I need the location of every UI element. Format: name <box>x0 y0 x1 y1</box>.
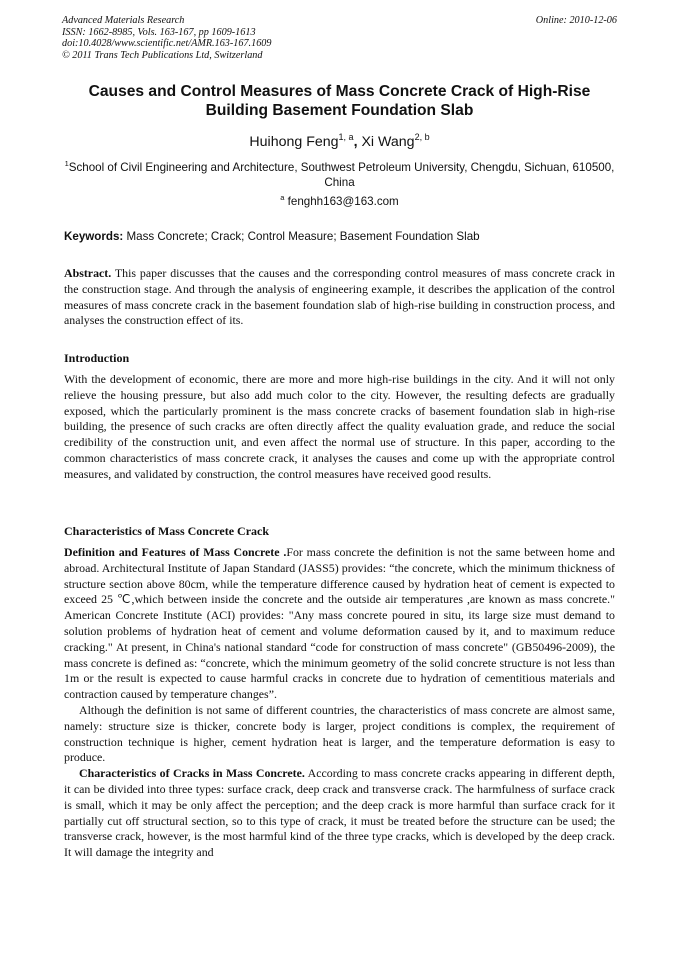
author-1-name: Huihong Feng <box>249 134 339 150</box>
author-list <box>62 132 617 150</box>
keywords-label: Keywords: <box>64 230 124 243</box>
affiliation-text: School of Civil Engineering and Architecture, Southwest Petroleum University, Chengdu, Sichuan, 610500, China <box>68 161 615 189</box>
email-address: fenghh163@163.com <box>284 195 399 208</box>
affiliation <box>62 157 617 190</box>
journal-header <box>62 15 617 61</box>
introduction-section <box>64 372 615 483</box>
author-2-name: Xi Wang <box>357 134 415 150</box>
affiliation-mark: 1 <box>64 159 69 168</box>
introduction-heading: Introduction <box>64 351 130 365</box>
crack-characteristics-subheading: Characteristics of Cracks in Mass Concrete. <box>79 766 305 781</box>
author-separator: , <box>353 134 358 150</box>
copyright-line: © 2011 Trans Tech Publications Ltd, Switzerland <box>62 49 263 61</box>
introduction-paragraph: With the development of economic, there are more and more high-rise buildings in the city. And it will not only relieve the housing pressure, but also add much color to the city. However, the resulting defects are gradually exposed, which the particularly prominent is the mass concrete cracks of basement foundation slab in high-rise building, the presence of such cracks are often directly affect the quality evaluation grade, and reduce the social credibility of the construction unit, and even affect the normal use of structure. In this paper, according to the common characteristics of mass concrete crack, it analyses the causes and come up with the appropriate control measures, and validated by construction, the control measures have received good results. <box>64 372 615 481</box>
email-mark: a <box>280 193 285 202</box>
characteristics-section <box>64 545 615 861</box>
contact-email <box>62 193 617 208</box>
definition-subheading: Definition and Features of Mass Concrete . <box>64 545 287 559</box>
doi-line: doi:10.4028/www.scientific.net/AMR.163-167.1609 <box>62 38 272 50</box>
definition-paragraph: For mass concrete the definition is not the same between home and abroad. Architectural Institute of Japan Standard (JASS5) provides: “the concrete, which the minimum thickness of structure section above 80cm, while the temperature difference caused by hydration heat of cement is expected to exceed 25 ℃,which between inside the concrete and the outside air temperatures ,are known as mass concrete." American Concrete Institute (ACI) provides: "Any mass concrete poured in situ, its large size must demand to solution problems of hydration heat of cement and volume deformation caused by it, and to maximum reduce cracking." At present, in China's national standard “code for construction of mass concrete" (GB50496-2009), the mass concrete is defined as: “concrete, which the minimum geometry of the solid concrete structure is not less than 1m or the result is expected to cause harmful cracks in concrete due to hydration of cementitious materials and contraction caused by temperature changes”. <box>64 545 616 702</box>
journal-name: Advanced Materials Research <box>62 15 185 26</box>
abstract-text: This paper discusses that the causes and the corresponding control measures of mass concrete crack in the construction stage. And through the analysis of engineering example, it describes the application of the control measures of mass concrete crack in the basement foundation slab of high-rise building in construction process, and analyses the construction effect of its. <box>64 266 615 328</box>
paper-title: Causes and Control Measures of Mass Concrete Crack of High-Rise Building Basement Foundation Slab <box>88 83 591 119</box>
crack-characteristics-paragraph: According to mass concrete cracks appearing in different depth, it can be divided into three types: surface crack, deep crack and transverse crack. The harmfulness of surface crack is small, which it may be only affect the perception; and the deep crack is more harmful than surface crack for it partially cut off structural section, so to this type of crack, it must be treated before the structure can be used; the transverse crack, however, is the most harmful kind of the three type cracks, which is developed by the deep crack. It will damage the integrity and <box>64 766 615 860</box>
author-1-affil-mark: 1, a <box>338 132 354 142</box>
characteristics-heading: Characteristics of Mass Concrete Crack <box>64 524 270 538</box>
keywords-line <box>64 230 616 243</box>
author-2-affil-mark: 2, b <box>414 132 430 142</box>
online-date: Online: 2010-12-06 <box>535 15 617 26</box>
abstract-section <box>64 266 615 329</box>
keywords-text: Mass Concrete; Crack; Control Measure; Basement Foundation Slab <box>123 230 480 243</box>
definition-summary-paragraph: Although the definition is not same of different countries, the characteristics of mass concrete are almost same, namely: structure size is thicker, concrete body is larger, project conditions is complex, the requirement of construction technique is higher, cement hydration heat is larger, and the temperature deformation is easy to produce. <box>64 702 615 765</box>
abstract-label: Abstract. <box>64 266 112 280</box>
issn-line: ISSN: 1662-8985, Vols. 163-167, pp 1609-1613 <box>62 26 256 38</box>
